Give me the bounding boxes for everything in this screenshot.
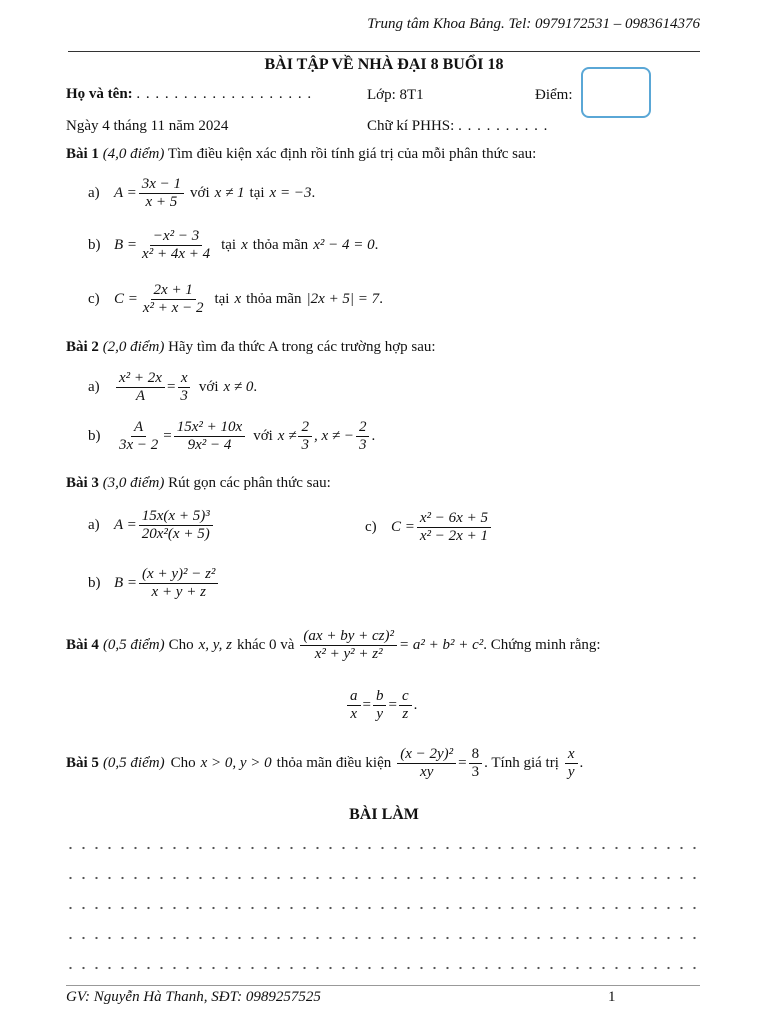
- b2-b-cond1: x ≠: [277, 428, 297, 445]
- answer-line[interactable]: [64, 963, 700, 973]
- b5-query-den: y: [567, 764, 575, 781]
- b1-b-eq: x² − 4 = 0: [313, 237, 375, 254]
- b4-proof-frac-a: [347, 688, 361, 724]
- b5-mid: thỏa mãn điều kiện: [276, 755, 392, 772]
- b2-b-num2: 15x² + 10x: [174, 419, 245, 437]
- b4-proof-y: y: [376, 706, 384, 723]
- b3-b-den: x + y + z: [151, 584, 206, 601]
- b4-proof: [345, 688, 417, 724]
- b2-a: [88, 370, 257, 406]
- b4-post: . Chứng minh rằng:: [483, 637, 601, 654]
- b5-den: xy: [420, 764, 434, 781]
- page-title: BÀI TẬP VỀ NHÀ ĐẠI 8 BUỔI 18: [264, 56, 504, 73]
- b1-b: [88, 228, 378, 264]
- b4-proof-x: x: [350, 706, 358, 723]
- b2-b-end: .: [371, 428, 376, 445]
- b3-a-fraction: [139, 508, 213, 544]
- b1-b-satisfy: thỏa mãn: [252, 237, 309, 254]
- b2-a-with: với: [198, 379, 219, 396]
- b1-c-at: tại: [214, 291, 230, 308]
- b4-proof-eq2: =: [388, 697, 397, 714]
- b5-rhs-den: 3: [471, 764, 480, 781]
- footer-teacher: GV: Nguyễn Hà Thanh, SĐT: 0989257525: [66, 989, 321, 1005]
- b3-a-den: 20x²(x + 5): [141, 526, 210, 543]
- b3-b-lhs: B =: [114, 575, 138, 592]
- b3-a-lhs: A =: [114, 517, 137, 534]
- b2-a-end: .: [253, 379, 258, 396]
- b2-b-cf1-den: 3: [301, 437, 309, 454]
- b5-points: (0,5 điểm): [102, 755, 165, 772]
- b4-title: Bài 4: [66, 637, 99, 654]
- b2-points: (2,0 điểm): [102, 339, 165, 355]
- b2-b-cond2: , x ≠ −: [313, 428, 354, 445]
- b2-b-with: với: [253, 428, 273, 445]
- b3-c-fraction: [417, 510, 491, 546]
- b3-c-lhs: C =: [391, 519, 415, 536]
- b4-proof-frac-b: [373, 688, 387, 724]
- b1-a-end: .: [311, 185, 316, 202]
- b5-cond: x > 0, y > 0: [200, 755, 272, 772]
- b1-c-label: c): [88, 291, 100, 308]
- b2-a-cond: x ≠ 0: [223, 379, 254, 396]
- b2-b-cf2-den: 3: [358, 437, 367, 454]
- b3-b-num: (x + y)² − z²: [139, 566, 218, 584]
- b1-b-at: tại: [221, 237, 237, 254]
- b2-a-frac1: [116, 370, 165, 406]
- b3-b-label: b): [88, 575, 101, 592]
- b5-rhs-num: 8: [469, 746, 483, 764]
- b5-pre: Cho: [170, 755, 196, 772]
- b5-end: .: [579, 755, 584, 772]
- b1-a-fraction: [139, 176, 184, 212]
- b3-c: [365, 510, 493, 546]
- b2-a-den2: 3: [180, 388, 188, 405]
- name-row: [66, 86, 312, 103]
- b4-proof-eq1: =: [362, 697, 371, 714]
- b2-b-cf2-num: 2: [356, 419, 370, 437]
- page-number: 1: [608, 989, 616, 1005]
- b1-heading: [66, 146, 536, 163]
- b2-a-den1: A: [135, 388, 146, 405]
- b1-c-fraction: [140, 282, 207, 318]
- b1-desc: Tìm điều kiện xác định rồi tính giá trị của mỗi phân thức sau:: [167, 146, 537, 162]
- sign-dots[interactable]: . . . . . . . . . .: [458, 118, 549, 134]
- b5-title: Bài 5: [66, 755, 99, 772]
- b5-post: . Tính giá trị: [484, 755, 559, 772]
- b2-b-cf1-num: 2: [298, 419, 312, 437]
- b3-c-label: c): [365, 519, 377, 536]
- b4-points: (0,5 điểm): [102, 637, 165, 654]
- b1-b-fraction: [139, 228, 213, 264]
- b2-a-label: a): [88, 379, 100, 396]
- b2-a-eq: =: [166, 379, 176, 396]
- b5-line: [66, 746, 583, 782]
- b3-desc: Rút gọn các phân thức sau:: [168, 475, 331, 491]
- b1-a-with: với: [190, 185, 210, 202]
- b2-b: [88, 419, 375, 455]
- b4-mid: khác 0 và: [236, 637, 295, 654]
- b1-b-den: x² + 4x + 4: [142, 246, 211, 263]
- b2-b-den2: 9x² − 4: [187, 437, 232, 454]
- name-label: Họ và tên:: [66, 86, 133, 102]
- b1-a-cond: x ≠ 1: [214, 185, 245, 202]
- score-label: Điểm:: [535, 87, 573, 103]
- b5-query-fraction: [565, 746, 578, 782]
- score-box[interactable]: [581, 67, 651, 118]
- b4-vars: x, y, z: [198, 637, 232, 654]
- b1-a: [88, 176, 315, 212]
- b4-proof-c: c: [399, 688, 412, 706]
- b4-proof-end: .: [413, 697, 418, 714]
- b1-a-den: x + 5: [145, 194, 178, 211]
- b2-b-cfrac1: [298, 419, 312, 455]
- b1-b-lhs: B =: [114, 237, 138, 254]
- b1-a-label: a): [88, 185, 100, 202]
- b2-a-frac2: [177, 370, 191, 406]
- b4-num: (ax + by + cz)²: [300, 628, 397, 646]
- b1-a-num: 3x − 1: [139, 176, 184, 194]
- b2-a-num2: x: [178, 370, 191, 388]
- header-rule: [68, 51, 700, 52]
- b4-fraction: [300, 628, 397, 664]
- b1-b-end: .: [374, 237, 379, 254]
- b2-b-eq: =: [163, 428, 172, 445]
- b4-rhs: = a² + b² + c²: [398, 637, 484, 654]
- answer-line[interactable]: [64, 843, 700, 853]
- b2-b-frac2: [174, 419, 245, 455]
- b2-b-cfrac2: [356, 419, 370, 455]
- sign-label: Chữ kí PHHS:: [367, 118, 455, 134]
- b3-heading: [66, 475, 331, 492]
- answer-title: BÀI LÀM: [349, 806, 419, 823]
- b1-c-end: .: [379, 291, 383, 308]
- b3-c-den: x² − 2x + 1: [419, 528, 488, 545]
- b4-den: x² + y² + z²: [314, 646, 383, 663]
- b2-b-label: b): [88, 428, 101, 445]
- b1-c: [88, 282, 383, 318]
- b1-c-satisfy: thỏa mãn: [246, 291, 302, 308]
- answer-line[interactable]: [64, 873, 700, 883]
- sign-row: [367, 118, 548, 135]
- date-text: Ngày 4 tháng 11 năm 2024: [66, 118, 229, 134]
- b4-line: [66, 628, 601, 664]
- b5-eq: =: [458, 755, 467, 772]
- b1-c-eq: |2x + 5| = 7: [306, 291, 380, 308]
- b1-b-var: x: [241, 237, 248, 254]
- b3-a-label: a): [88, 517, 100, 534]
- b3-a-num: 15x(x + 5)³: [139, 508, 213, 526]
- b1-b-label: b): [88, 237, 101, 254]
- b2-b-frac1: [116, 419, 161, 455]
- answer-line[interactable]: [64, 933, 700, 943]
- b1-c-den: x² + x − 2: [142, 300, 204, 317]
- b5-query-num: x: [565, 746, 578, 764]
- footer-rule: [66, 985, 700, 986]
- b1-a-value: x = −3: [269, 185, 312, 202]
- answer-line[interactable]: [64, 903, 700, 913]
- b1-title: Bài 1: [66, 146, 99, 162]
- b4-proof-a: a: [347, 688, 361, 706]
- b2-desc: Hãy tìm đa thức A trong các trường hợp sau:: [168, 339, 436, 355]
- b2-a-num1: x² + 2x: [116, 370, 165, 388]
- b3-c-num: x² − 6x + 5: [417, 510, 491, 528]
- b2-b-den1: 3x − 2: [119, 437, 159, 454]
- b4-proof-b: b: [373, 688, 387, 706]
- b5-rhs-fraction: [469, 746, 483, 782]
- b3-b-fraction: [139, 566, 218, 602]
- b1-a-lhs: A =: [114, 185, 137, 202]
- b1-c-var: x: [234, 291, 242, 308]
- class-label: Lớp: 8T1: [367, 87, 424, 103]
- b1-b-num: −x² − 3: [150, 228, 202, 246]
- b1-points: (4,0 điểm): [102, 146, 165, 162]
- b4-pre: Cho: [168, 637, 194, 654]
- b1-c-lhs: C =: [114, 291, 138, 308]
- header-contact: Trung tâm Khoa Bảng. Tel: 0979172531 – 0983614376: [367, 16, 700, 32]
- b5-num: (x − 2y)²: [397, 746, 456, 764]
- b3-b: [88, 566, 220, 602]
- b3-a: [88, 508, 215, 544]
- b1-c-num: 2x + 1: [151, 282, 196, 300]
- b3-points: (3,0 điểm): [102, 475, 165, 491]
- name-dots[interactable]: . . . . . . . . . . . . . . . . . . .: [136, 86, 313, 102]
- b1-a-at: tại: [249, 185, 265, 202]
- b2-b-num1: A: [131, 419, 146, 437]
- b2-heading: [66, 339, 436, 356]
- b4-proof-frac-c: [399, 688, 412, 724]
- b4-proof-z: z: [402, 706, 409, 723]
- b2-title: Bài 2: [66, 339, 99, 355]
- b3-title: Bài 3: [66, 475, 99, 491]
- b5-fraction: [397, 746, 456, 782]
